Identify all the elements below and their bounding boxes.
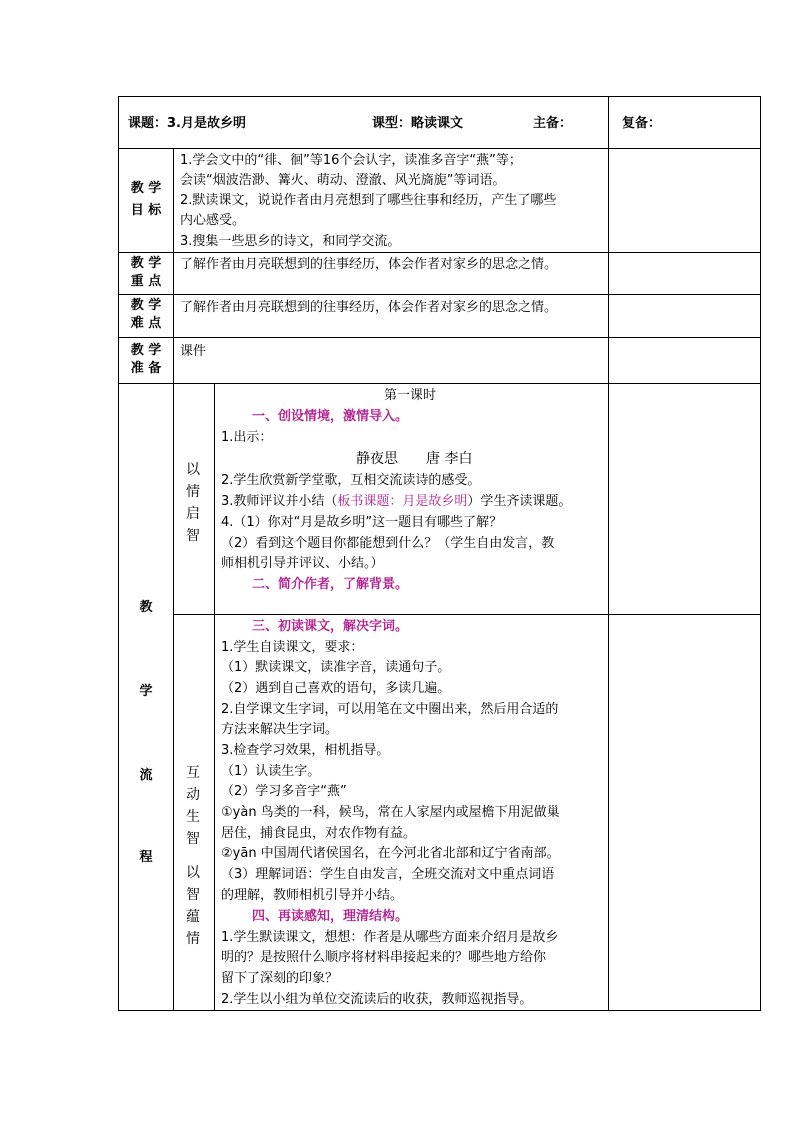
lesson-title: 课题：3.月是故乡明 bbox=[128, 116, 246, 131]
objectives-label: 教 学 目 标 bbox=[130, 181, 162, 218]
key-points-text: 了解作者由月亮联想到的往事经历，体会作者对家乡的思念之情。 bbox=[180, 257, 558, 272]
objective-line: 会读“烟波浩渺、篝火、萌动、澄澈、风光旖旎”等词语。 bbox=[180, 173, 506, 188]
section-heading: 三、初读课文，解决字词。 bbox=[252, 619, 409, 634]
section-heading: 四、再读感知，理清结构。 bbox=[252, 909, 409, 924]
lesson-type: 课型：略读课文 bbox=[372, 116, 464, 131]
board-title: 板书课题：月是故乡明 bbox=[337, 494, 468, 509]
key-points-label: 教 学 重 点 bbox=[130, 256, 162, 289]
objective-line: 内心感受。 bbox=[180, 213, 246, 228]
lead-preparer: 主备： bbox=[533, 116, 573, 131]
difficulties-label: 教 学 难 点 bbox=[130, 298, 162, 331]
objective-line: 3.搜集一些思乡的诗文，和同学交流。 bbox=[180, 234, 401, 249]
lesson-period: 第一课时 bbox=[384, 388, 437, 403]
difficulties-text: 了解作者由月亮联想到的往事经历，体会作者对家乡的思念之情。 bbox=[180, 300, 558, 315]
objective-line: 1.学会文中的“徘、徊”等16个会认字，读准多音字“燕”等； bbox=[180, 153, 522, 168]
prep-text: 课件 bbox=[180, 344, 207, 359]
objective-line: 2.默读课文，说说作者由月亮想到了哪些往事和经历，产生了哪些 bbox=[180, 193, 557, 208]
section-heading: 一、创设情境，激情导入。 bbox=[252, 409, 409, 424]
poem-title: 静夜思 唐 李白 bbox=[356, 451, 473, 467]
section-heading: 二、简介作者，了解背景。 bbox=[252, 577, 409, 592]
prep-label: 教 学 准 备 bbox=[130, 343, 162, 376]
review-preparer: 复备： bbox=[622, 116, 662, 131]
